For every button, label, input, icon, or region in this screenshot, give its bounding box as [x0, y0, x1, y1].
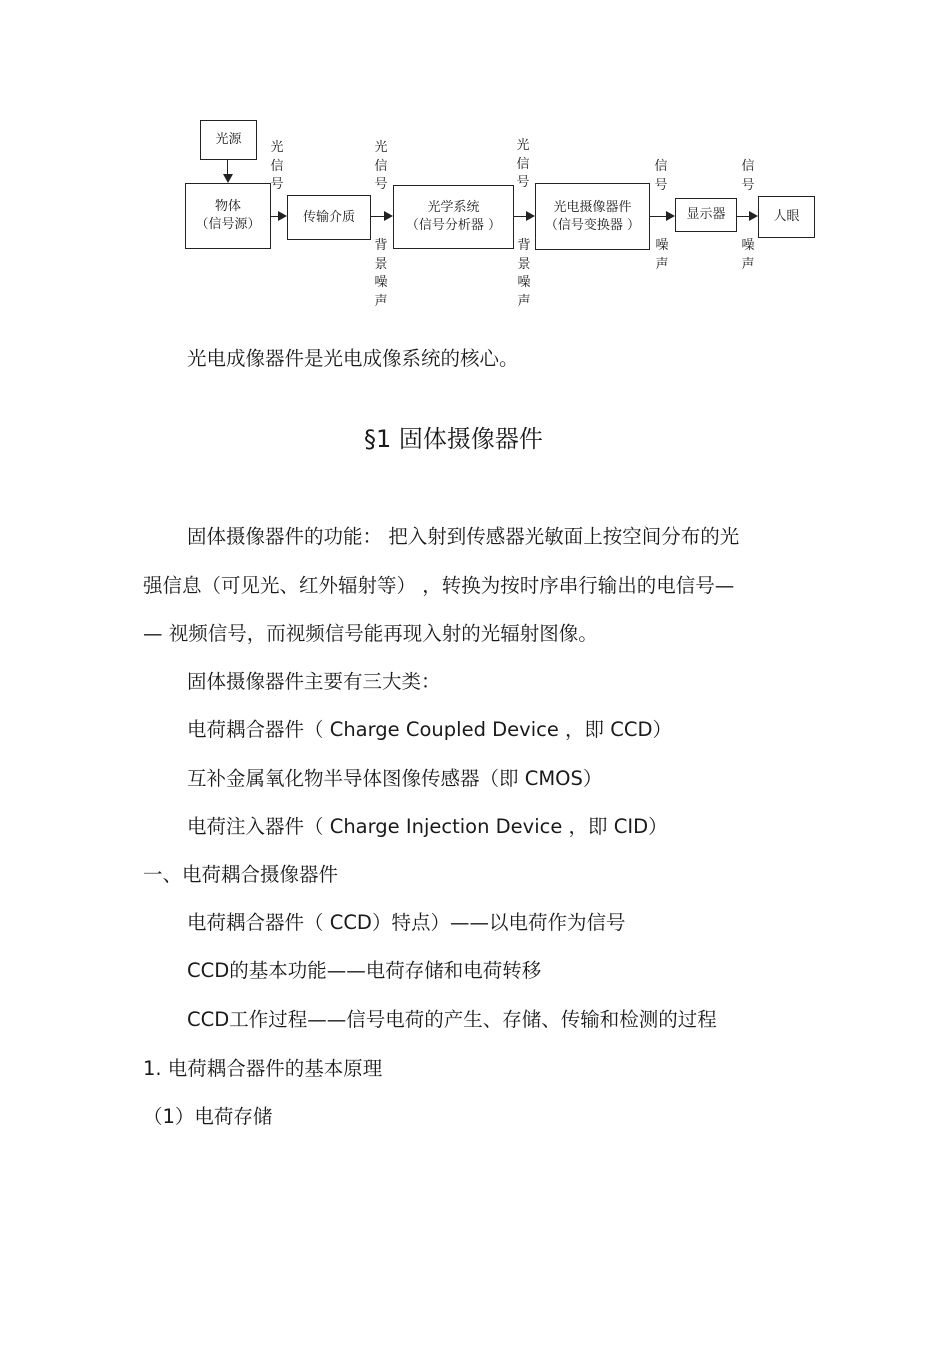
object-box	[185, 183, 271, 249]
light-source-label: 光源	[215, 132, 242, 147]
function-line-1: 固体摄像器件的功能： 把入射到传感器光敏面上按空间分布的光	[187, 525, 740, 548]
arrow-head-right	[749, 211, 758, 221]
arrow-optics-to-imager	[514, 216, 526, 217]
arrow-imager-to-display	[650, 216, 666, 217]
medium-label: 传输介质	[302, 209, 355, 225]
arrow-head-right	[526, 211, 535, 221]
optics-box	[393, 185, 514, 249]
arrow-head-right	[666, 211, 675, 221]
type-cid: 电荷注入器件（ Charge Injection Device ，即 CID）	[187, 815, 668, 838]
imager-sublabel: （信号变换器 ）	[544, 217, 641, 233]
optics-sublabel: （信号分析器 ）	[405, 218, 502, 233]
section-title: §1 固体摄像器件	[364, 425, 543, 453]
intro-paragraph: 光电成像器件是光电成像系统的核心。	[187, 347, 519, 370]
eye-box	[758, 196, 815, 238]
arrow-display-to-eye	[737, 216, 749, 217]
light-signal-label: 光 信 号	[516, 138, 530, 190]
optics-label: 光学系统	[427, 200, 480, 215]
ccd-process: CCD工作过程——信号电荷的产生、存储、传输和检测的过程	[187, 1008, 717, 1031]
arrow-medium-to-optics	[371, 216, 384, 217]
background-noise-label: 背 景 噪 声	[517, 238, 531, 309]
arrow-source-to-object	[227, 160, 228, 175]
type-cmos: 互补金属氧化物半导体图像传感器（即 CMOS）	[187, 767, 603, 790]
imager-box	[535, 183, 650, 250]
types-intro: 固体摄像器件主要有三大类：	[187, 670, 441, 693]
light-signal-label: 光 信 号	[374, 140, 388, 192]
light-signal-label: 光 信 号	[270, 140, 284, 192]
signal-label: 信 号	[741, 159, 755, 193]
signal-label: 信 号	[654, 159, 668, 193]
display-label: 显示器	[686, 207, 726, 222]
medium-box	[287, 195, 371, 240]
arrow-head-right	[278, 211, 287, 221]
arrow-head-right	[384, 211, 393, 221]
imager-label: 光电摄像器件	[553, 199, 632, 215]
object-label: 物体	[214, 199, 241, 214]
type-ccd: 电荷耦合器件（ Charge Coupled Device ，即 CCD）	[187, 718, 672, 741]
function-line-3: — 视频信号，而视频信号能再现入射的光辐射图像。	[143, 622, 598, 645]
ccd-feature: 电荷耦合器件（ CCD）特点）——以电荷作为信号	[187, 911, 626, 934]
arrow-head-down	[223, 174, 233, 183]
object-sublabel: （信号源）	[195, 217, 261, 232]
display-box	[675, 198, 737, 232]
eye-label: 人眼	[773, 209, 800, 224]
subsubsection-heading: （1）电荷存储	[143, 1105, 273, 1128]
noise-label: 噪 声	[741, 238, 755, 272]
background-noise-label: 背 景 噪 声	[374, 238, 388, 309]
function-line-2: 强信息（可见光、红外辐射等） ，转换为按时序串行输出的电信号—	[143, 574, 735, 597]
part-one-heading: 一、电荷耦合摄像器件	[143, 863, 339, 886]
subsection-heading: 1. 电荷耦合器件的基本原理	[143, 1057, 383, 1080]
ccd-function: CCD的基本功能——电荷存储和电荷转移	[187, 959, 542, 982]
noise-label: 噪 声	[655, 238, 669, 272]
light-source-box	[200, 120, 257, 160]
